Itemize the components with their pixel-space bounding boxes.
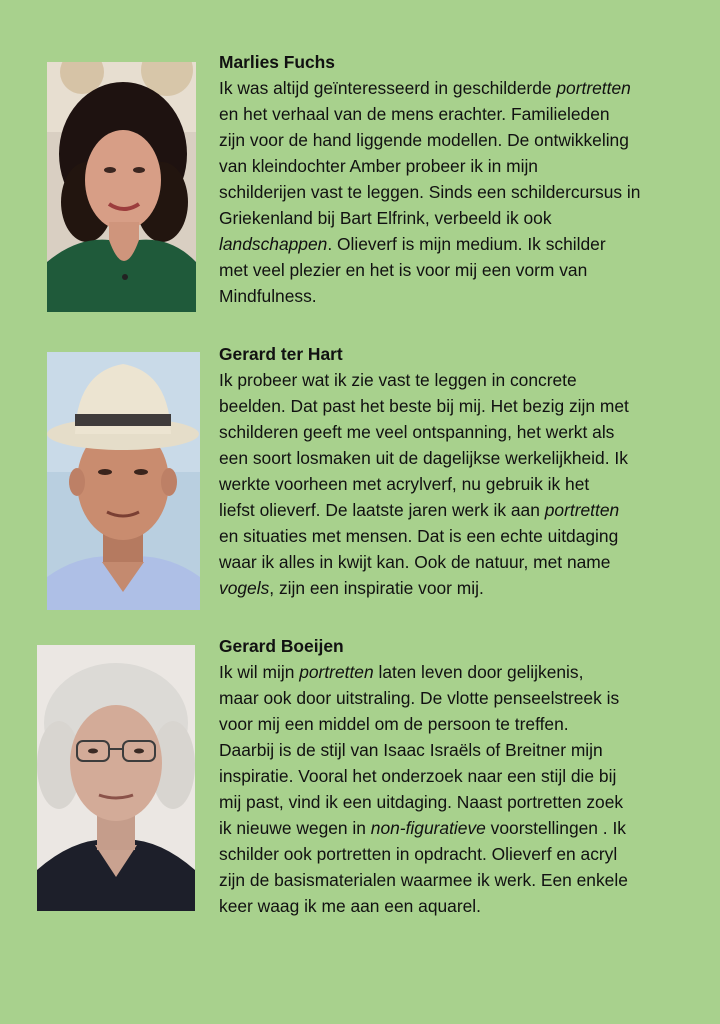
bio-line	[219, 445, 684, 471]
portrait-man-hat-icon	[47, 352, 200, 610]
bio-text: . Olieverf is mijn medium. Ik schilder	[327, 234, 606, 254]
bio-text: liefst olieverf. De laatste jaren werk ik aan	[219, 500, 545, 520]
bio-text: laten leven door gelijkenis,	[373, 662, 584, 682]
bio-line	[219, 497, 684, 523]
bio-line	[219, 685, 684, 711]
bio-text: Griekenland bij Bart Elfrink, verbeeld ik ook	[219, 208, 552, 228]
bio-emphasis: landschappen	[219, 234, 328, 254]
bio-emphasis: vogels	[219, 578, 270, 598]
bio-line	[219, 257, 684, 283]
bio-line	[219, 815, 684, 841]
bio-line	[219, 575, 684, 601]
bio-text: voorstellingen . Ik	[485, 818, 626, 838]
bio-line	[219, 841, 684, 867]
bio-emphasis: portretten	[556, 78, 631, 98]
bio-line	[219, 789, 684, 815]
bio-text: ik nieuwe wegen in	[219, 818, 371, 838]
portrait-photo	[47, 352, 200, 610]
bio-line	[219, 127, 684, 153]
bio-emphasis: portretten	[544, 500, 620, 520]
artist-bio	[219, 75, 684, 309]
bio-text: een soort losmaken uit de dagelijkse werkelijkheid. Ik	[219, 448, 628, 468]
bio-text: Daarbij is de stijl van Isaac Israëls of Breitner mijn	[219, 740, 603, 760]
bio-line	[219, 471, 684, 497]
bio-line	[219, 367, 684, 393]
bio-text: beelden. Dat past het beste bij mij. Het bezig zijn met	[219, 396, 629, 416]
bio-line	[219, 711, 684, 737]
artist-bio	[219, 659, 684, 919]
bio-line	[219, 75, 684, 101]
bio-line	[219, 523, 684, 549]
bio-text: waar ik alles in kwijt kan. Ook de natuur, met name	[219, 552, 611, 572]
artist-name: Gerard Boeijen	[219, 636, 344, 656]
bio-text: en situaties met mensen. Dat is een echte uitdaging	[219, 526, 619, 546]
artist-name: Marlies Fuchs	[219, 52, 335, 72]
bio-line	[219, 419, 684, 445]
bio-line	[219, 283, 684, 309]
bio-line	[219, 101, 684, 127]
portrait-photo	[47, 62, 196, 312]
bio-text: van kleindochter Amber probeer ik in mijn	[219, 156, 538, 176]
bio-line	[219, 205, 684, 231]
bio-text: Ik wil mijn	[219, 662, 300, 682]
bio-emphasis: portretten	[299, 662, 374, 682]
bio-text: zijn de basismaterialen waarmee ik werk. Een enkele	[219, 870, 628, 890]
bio-text: voor mij een middel om de persoon te treffen.	[219, 714, 569, 734]
bio-text: zijn voor de hand liggende modellen. De ontwikkeling	[219, 130, 629, 150]
bio-text: , zijn een inspiratie voor mij.	[269, 578, 484, 598]
bio-line	[219, 231, 684, 257]
bio-text: schilderijen vast te leggen. Sinds een schildercursus in	[219, 182, 641, 202]
bio-line	[219, 763, 684, 789]
bio-text: maar ook door uitstraling. De vlotte penseelstreek is	[219, 688, 620, 708]
bio-line	[219, 153, 684, 179]
bio-text: inspiratie. Vooral het onderzoek naar een stijl die bij	[219, 766, 617, 786]
portrait-man-glasses-icon	[37, 645, 195, 911]
bio-line	[219, 393, 684, 419]
bio-emphasis: non-figuratieve	[370, 818, 486, 838]
bio-text: schilder ook portretten in opdracht. Olieverf en acryl	[219, 844, 618, 864]
bio-text: Ik probeer wat ik zie vast te leggen in concrete	[219, 370, 577, 390]
portrait-photo	[37, 645, 195, 911]
bio-line	[219, 867, 684, 893]
bio-text: mij past, vind ik een uitdaging. Naast portretten zoek	[219, 792, 624, 812]
bio-text: schilderen geeft me veel ontspanning, het werkt als	[219, 422, 615, 442]
bio-text: en het verhaal van de mens erachter. Familieleden	[219, 104, 610, 124]
bio-text: Mindfulness.	[219, 286, 317, 306]
bio-line	[219, 549, 684, 575]
bio-text: met veel plezier en het is voor mij een vorm van	[219, 260, 588, 280]
bio-text: werkte voorheen met acrylverf, nu gebruik ik het	[219, 474, 590, 494]
bio-line	[219, 893, 684, 919]
artist-name: Gerard ter Hart	[219, 344, 343, 364]
bio-line	[219, 659, 684, 685]
artist-bio	[219, 367, 684, 601]
bio-text: keer waag ik me aan een aquarel.	[219, 896, 481, 916]
bio-text: Ik was altijd geïnteresseerd in geschilderde	[219, 78, 557, 98]
portrait-woman-icon	[47, 62, 196, 312]
bio-line	[219, 737, 684, 763]
bio-line	[219, 179, 684, 205]
